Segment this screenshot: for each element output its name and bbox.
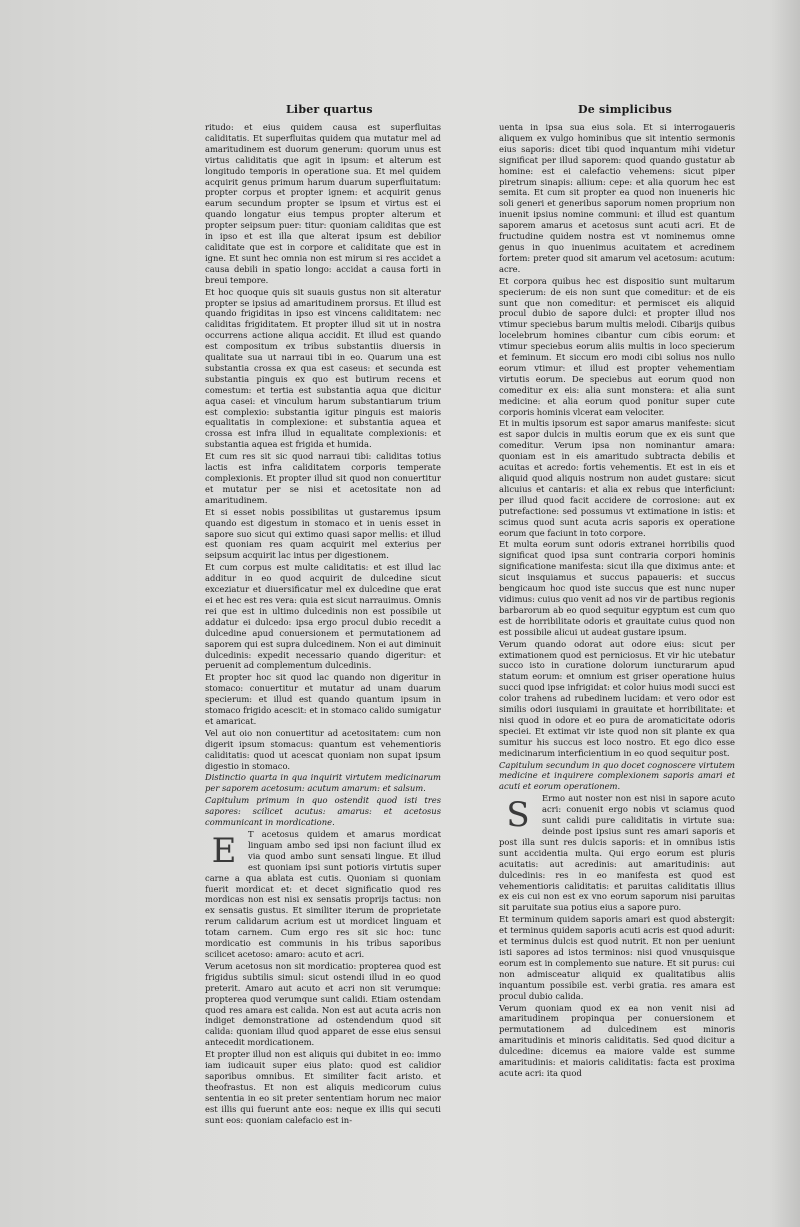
paragraph: Et cum corpus est multe caliditatis: et est illud lac additur in eo quod acquirit de dulcedine sicut exceziatur et diuersificatur mel ex dulcedine que erat ei et hec est res vera: quia est sicut narrauimus. Omnis rei que est in ultimo dulcedinis non est possibile ut addatur ei dulcedo: ipsa ergo procul dubio recedit a dulcedine apud conuersionem et permutationem ad saporem qui est supra dulcedinem. Non ei aut diminuit dulcedinis: expedit necessario quando digeritur: et peruenit ad complementum dulcedinis.	[205, 562, 441, 671]
paragraph: Et propter illud non est aliquis qui dubitet in eo: immo iam iudicauit super eius plato: quod est calidior saporibus omnibus. Et similiter facit aristo. et theofrastus. Et non est aliquis medicorum cuius sententia in eo sit preter sententiam horum nec maior est illis qui fuerunt ante eos: neque ex illis qui secuti sunt eos: quoniam calefacio est in-	[205, 1049, 441, 1125]
paragraph: ritudo: et eius quidem causa est superfluitas caliditatis. Et superfluitas quidem qua mutatur mel ad amaritudinem est duorum generum: quorum unus est virtus caliditatis que agit in ipsum: et alterum est longitudo temporis in operatione sua. Et mel quidem acquirit genus primum harum duarum superfluitatum: propter corpus et propter ignem: et acquirit genus earum secundum propter se ipsum et virtus est ei quando longatur eius tempus propter alterum et propter seipsum puer: titur: quoniam caliditas que est in ipso et est illa que alterat ipsum est debilior caliditate que est in corpore et caliditate que est in igne. Et sunt hec omnia non est mirum si res accidet a causa debili in spatio longo: accidat a causa forti in breui tempore.	[205, 122, 441, 285]
paragraph: Vel aut oio non conuertitur ad acetositatem: cum non digerit ipsum stomacus: quantum est vehementioris caliditatis: quod ut acescat quoniam non supat ipsum digestio in stomaco.	[205, 727, 441, 771]
paragraph-text: T acetosus quidem et amarus mordicat linguam ambo sed ipsi non faciunt illud ex via quod ambo sunt sensati lingue. Et illud est quoniam ipsi sunt potioris virtutis super carne a qua ablata est cutis. Quoniam si quoniam fuerit mordicat et: et decet significatio quod res mordicas non est nisi ex sensatis proprijs tactus: non ex sensatis gustus. Et similiter iterum de proprietate rerum calidarum acrium est ut mordicet linguam et totam carnem. Cum ergo res sit sic hoc: tunc mordicatio est communis in his tribus saporibus scilicet acetoso: amaro: acuto et acri.	[205, 829, 441, 959]
paragraph: Et multa eorum sunt odoris extranei horribilis quod significat quod ipsa sunt contraria corpori hominis significatione manifesta: sicut illa que diximus ante: et sicut insquiamus et succus papaueris: et succus bengicaum hoc quod iste succus que est nunc nuper vidimus: cuius quo venit ad nos vir de partibus regionis barbarorum ab eo quod sequitur egyptum est cum quo est de horribilitate odoris et grauitate cuius quod non est possibile alicui ut audeat gustare ipsum.	[499, 539, 735, 637]
running-head-left: Liber quartus	[286, 103, 373, 116]
paragraph: Et terminum quidem saporis amari est quod abstergit: et terminus quidem saporis acuti acris est quod adurit: et terminus dulcis est quod nutrit. Et non per ueniunt isti sapores ad istos terminos: nisi quod vnusquisque eorum est in complemento sue nature. Et sit purus: cui non admisceatur aliquid ex qualitatibus aliis inquantum possibile est. verbi gratia. res amara est procul dubio calida.	[499, 914, 735, 1001]
page-gutter-shadow	[770, 0, 800, 1227]
paragraph: Et cum res sit sic quod narraui tibi: caliditas totius lactis est infra caliditatem corporis temperate complexionis. Et propter illud sit quod non conuertitur et mutatur per se nisi et acetositate non ad amaritudinem.	[205, 451, 441, 505]
paragraph: Et propter hoc sit quod lac quando non digeritur in stomaco: conuertitur et mutatur ad unam duarum specierum: et illud est quando quantum ipsum in stomaco frigido acescit: et in stomaco calido sumigatur et amaricat.	[205, 672, 441, 726]
decorated-initial: S	[506, 795, 530, 836]
chapter-heading: Capitulum primum in quo ostendit quod isti tres sapores: scilicet acutus: amarus: et acetosus communicant in mordicatione.	[205, 795, 441, 828]
paragraph: Verum quando odorat aut odore eius: sicut per extimationem quod est perniciosus. Et vir hic utebatur succo isto in curatione dolorum iuncturarum apud statum eorum: et omnium est griser operatione huius succi quod ipse infrigidat: et color huius modi succi est color trahens ad rubedinem lucidam: et vero odor est similis odori iusquiami in grauitate et horribilitate: et nisi quod in odore et eo pura de aromaticitate odoris speciei. Et extimat vir iste quod non sit plante ex qua sumitur his succus est loco nostro. Et ego dico esse medicinarum interficientium in eo quod sequitur post.	[499, 638, 735, 758]
paragraph: Et corpora quibus hec est dispositio sunt multarum specierum: de eis non sunt que comeditur: et de eis sunt que non comeditur: et permiscet eis aliquid procul dubio de sapore dulci: et propter illud nos vtimur speciebus barum multis melodi. Cibarijs quibus locelebrum homines cibantur cum cibis eorum: et vtimur speciebus eorum aliis multis in loco specierum et feminum. Et siccum ero modi cibi solius nos nullo eorum vtimur: et illud est propter vehementiam virtutis eorum. De speciebus aut eorum quod non comeditur ex eis: alia sunt monstera: et alia sunt medicine: et alia eorum quod ponitur super cute corporis hominis vlcerat eam velociter.	[499, 275, 735, 417]
paragraph: uenta in ipsa sua eius sola. Et si interrogaueris aliquem ex vulgo hominibus que sit intentio sermonis eius saporis: dicet tibi quod inquantum mihi videtur significat per illud saporem: quod quando gustatur ab homine: est ei calefactio vehemens: sicut piper piretrum sinapis: allium: cepe: et alia quorum hec est semita. Et cum sit propter ea quod non inueneris hic soli generi et generibus saporum nomen proprium non inuenit ipsius nomine communi: et illud est quantum saporem amarus et acetosus sunt acuti acri. Et de fructudine quidem nostra est vt nominemus omne genus in quo inuenimus acuitatem et acredinem fortem: preter quod sit amarum vel acetosum: acutum: acre.	[499, 122, 735, 274]
paragraph: Et hoc quoque quis sit suauis gustus non sit alteratur propter se ipsius ad amaritudinem prorsus. Et illud est quando frigiditas in ipso est vincens caliditatem: nec caliditas frigiditatem. Et propter illud sit ut in nostra occurrens actione aliqua accidit. Et illud est quando est compositum ex tribus substantiis diuersis in qualitate sua ut narraui tibi in eo. Quarum una est substantia crossa ex qua est caseus: et secunda est substantia pinguis ex quo est butirum recens et comestum: et tertia est substantia aqua que dicitur aqua casei: et vinculum harum substantiarum trium est complexio: substantia igitur pinguis est maioris equalitatis in complexione: et substantia aquea et crossa est infra illud in equalitate complexionis: et substantia aquea est frigida et humida.	[205, 286, 441, 450]
paragraph: Verum acetosus non sit mordicatio: propterea quod est frigidus subtilis simul: sicut ostendi illud in eo quod preterit. Amaro aut acuto et acri non sit verumque: propterea quod verumque sunt calidi. Etiam ostendam quod res amara est calida. Non est aut acuta acris non indiget demonstratione ad ostendendum quod sit calida: quoniam illud quod apparet de esse eius sensui antecedit mordicationem.	[205, 960, 441, 1048]
paragraph-with-initial	[205, 829, 441, 960]
text-column-right	[499, 122, 735, 1079]
chapter-heading: Capitulum secundum in quo docet cognoscere virtutem medicine et inquirere complexionem saporis amari et acuti et eorum operationem.	[499, 759, 735, 792]
paragraph-with-initial	[499, 793, 735, 913]
decorated-initial: E	[211, 831, 237, 871]
paragraph-text: Ermo aut noster non est nisi in sapore acuto acri: conuenit ergo nobis vt sciamus quod sunt calidi pure caliditatis in virtute sua: deinde post ipsius sunt res amari saporis et post illa sunt res dulcis saporis: et in omnibus istis sunt accidentia multa. Qui ergo eorum est pluris acuitatis: aut acredinis: aut amaritudinis: aut dulcedinis: res in eo manifesta est quod est vehementioris caliditatis: et paruitas caliditatis illius ex eis cui non est ex vno eorum saporum nisi paruitas sit paruitate sua potius eius a sapore puro.	[499, 793, 735, 913]
paragraph: Et in multis ipsorum est sapor amarus manifeste: sicut est sapor dulcis in multis eorum que ex eis sunt que comeditur. Verum ipsa non nominantur amara: quoniam est in eis amaritudo subtracta debilis et acuitas et acredo: fortis vehementis. Et est in eis et aliquid quod aliquis nostrum non audet gustare: sicut alicuius et cantaris: et alia ex rebus que interficiunt: per illud quod facit accidere de corrosione: aut ex putrefactione: sed possumus vt extimatione in istis: et scimus quod sunt acuta acris saporis ex operatione eorum que faciunt in toto corpore.	[499, 418, 735, 538]
section-heading: Distinctio quarta in qua inquirit virtutem medicinarum per saporem acetosum: acutum amarum: et salsum.	[205, 772, 441, 794]
paragraph: Verum quoniam quod ex ea non venit nisi ad amaritudinem propinqua per conuersionem et permutationem ad dulcedinem est minoris amaritudinis et minoris caliditatis. Sed quod dicitur a dulcedine: dicemus ea maiore valde est summe amaritudinis: et maioris caliditatis: facta est proxima acute acri: ita quod	[499, 1002, 735, 1078]
paragraph: Et si esset nobis possibilitas ut gustaremus ipsum quando est digestum in stomaco et in uenis esset in sapore suo sicut qui extimo quasi sapor mellis: et illud est quoniam res quam acquirit mel exterius per seipsum acquirit lac intus per digestionem.	[205, 506, 441, 561]
text-column-left	[205, 122, 441, 1125]
running-head-right: De simplicibus	[578, 103, 672, 116]
